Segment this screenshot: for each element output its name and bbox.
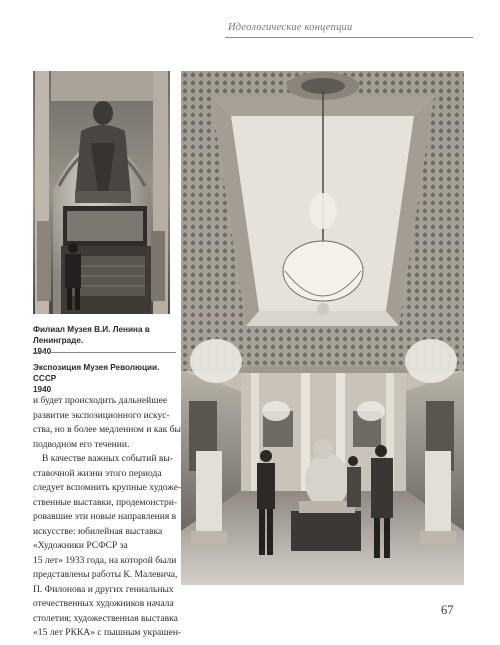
body-line: ства, но в более медленном и как бы: [33, 424, 181, 435]
body-line: 15 лет» 1933 года, на которой были: [33, 554, 177, 566]
body-line: представлены работы К. Малевича,: [33, 569, 178, 580]
body-line: В качестве важных событий вы-: [42, 453, 173, 464]
lenin-museum-photo: [33, 71, 170, 314]
revolution-museum-hall-image: [181, 71, 464, 585]
page-number: 67: [441, 603, 454, 617]
body-line: ственные выставки, продемонстри-: [33, 496, 178, 508]
body-line: следует вспомнить крупные художе-: [33, 482, 182, 493]
body-line: развитие экспозиционного искус-: [33, 409, 170, 421]
body-line: «15 лет РККА» с пышным украшен-: [33, 627, 182, 638]
body-line: ровавшие эти новые направления в: [33, 511, 177, 522]
revolution-museum-hall-photo: [181, 71, 464, 585]
body-line: и будет происходить дальнейшее: [33, 395, 168, 406]
photo-caption-revolution-museum: [33, 362, 178, 395]
body-line: П. Филонова и других гениальных: [33, 583, 174, 595]
body-line: искусстве: юбилейная выставка «Художники РСФСР за: [33, 525, 163, 551]
caption-year: 1940: [33, 385, 52, 394]
caption-divider: [33, 352, 176, 353]
caption-line: Экспозиция Музея Революции. СССР: [33, 363, 160, 383]
running-head-rule: [225, 37, 473, 38]
lenin-museum-image: [33, 71, 170, 314]
body-line: столетия; художественная выставка: [33, 612, 178, 624]
caption-year: 1940: [33, 347, 52, 356]
caption-line: Филиал Музея В.И. Ленина в Ленинграде.: [33, 325, 150, 345]
body-text: [33, 394, 181, 641]
running-head: Идеологические концепции: [228, 22, 353, 33]
body-line: подводном его течении.: [33, 438, 130, 450]
body-line: отечественных художников начала: [33, 598, 174, 609]
body-line: ставочной жизни этого периода: [33, 467, 162, 479]
